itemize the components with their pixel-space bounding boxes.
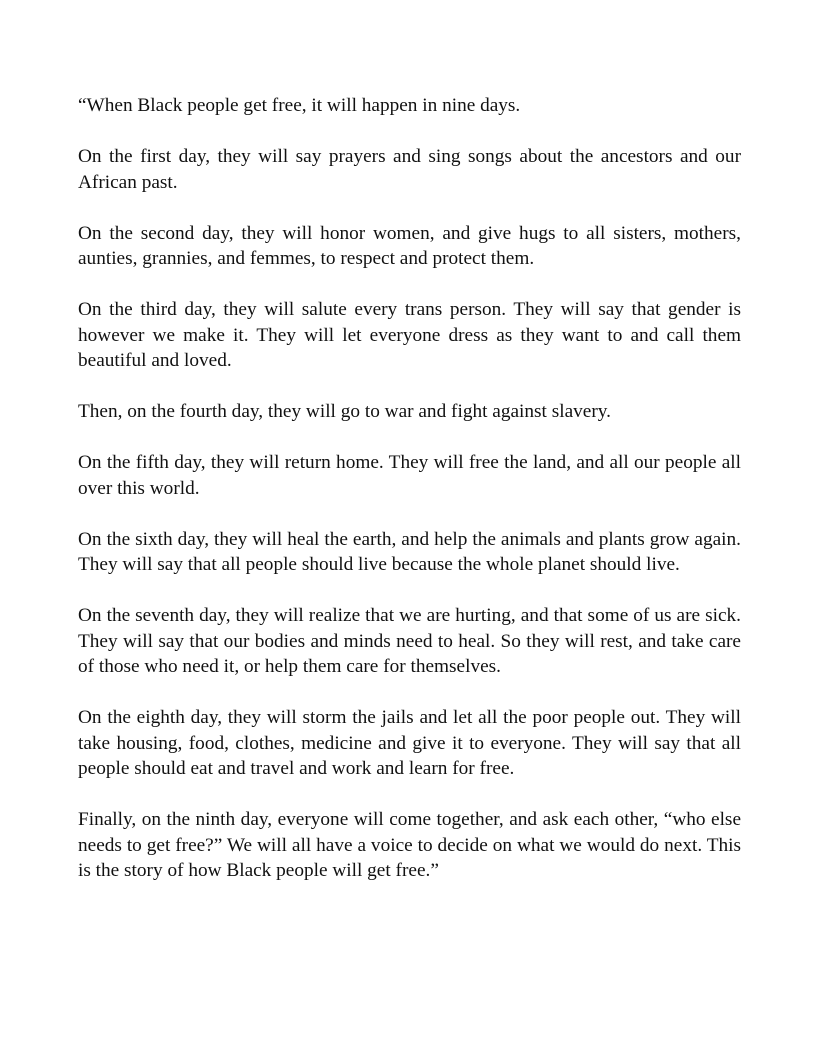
paragraph-day-9: Finally, on the ninth day, everyone will come together, and ask each other, “who else needs to get free?” We will all have a voice to decide on what we would do next. This is the story of how Black people will get free.”	[78, 809, 741, 881]
paragraph-day-8: On the eighth day, they will storm the jails and let all the poor people out. They will take housing, food, clothes, medicine and give it to everyone. They will say that all people should eat and travel and work and learn for free.	[78, 707, 741, 779]
paragraph-day-1: On the first day, they will say prayers and sing songs about the ancestors and our African past.	[78, 146, 741, 193]
paragraph-day-5: On the fifth day, they will return home. They will free the land, and all our people all over this world.	[78, 452, 741, 499]
paragraph-day-3: On the third day, they will salute every trans person. They will say that gender is however we make it. They will let everyone dress as they want to and call them beautiful and loved.	[78, 299, 741, 371]
document-page	[78, 93, 741, 884]
paragraph-day-2: On the second day, they will honor women, and give hugs to all sisters, mothers, aunties, grannies, and femmes, to respect and protect them.	[78, 222, 741, 269]
paragraph-day-7: On the seventh day, they will realize that we are hurting, and that some of us are sick. They will say that our bodies and minds need to heal. So they will rest, and take care of those who need it, or help them care for themselves.	[78, 605, 741, 677]
paragraph-day-4: Then, on the fourth day, they will go to war and fight against slavery.	[78, 401, 611, 422]
paragraph-day-6: On the sixth day, they will heal the earth, and help the animals and plants grow again. They will say that all people should live because the whole planet should live.	[78, 528, 741, 575]
paragraph-intro: “When Black people get free, it will happen in nine days.	[78, 95, 521, 116]
